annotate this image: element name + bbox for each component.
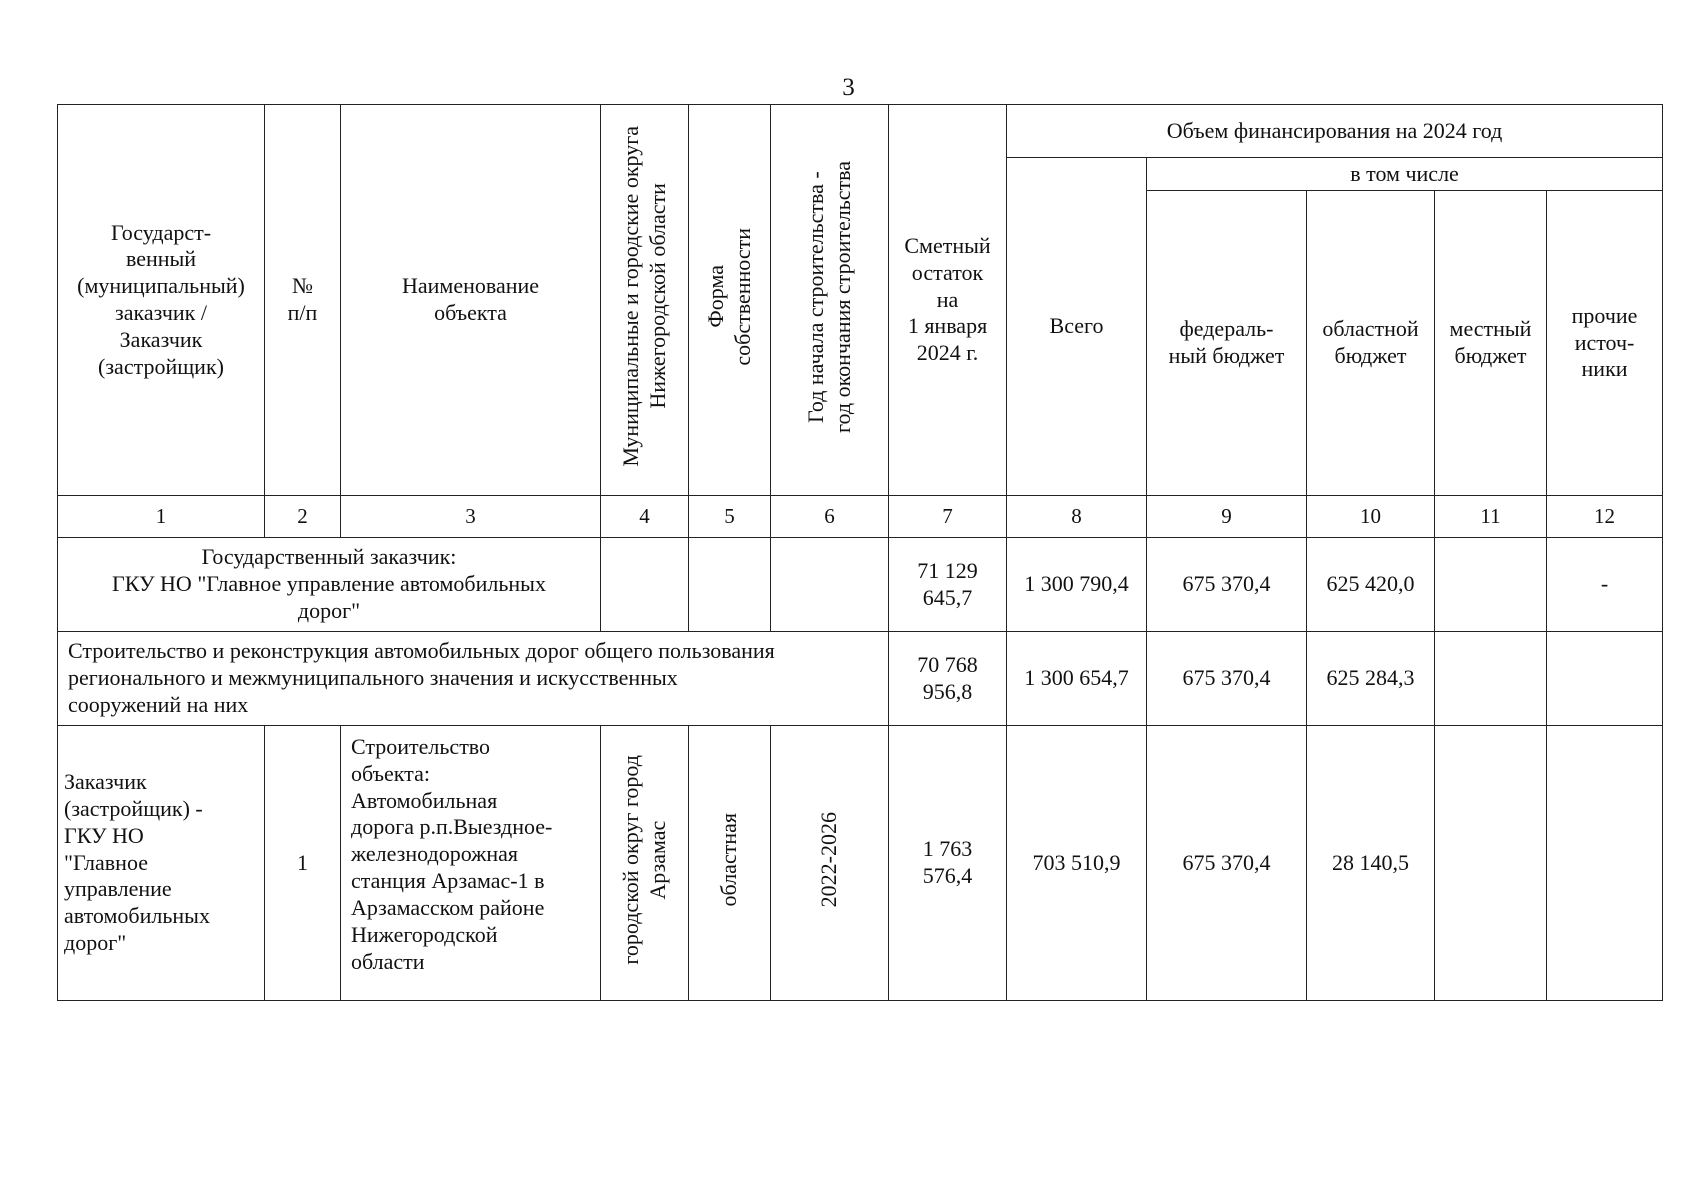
object-years-cell: [771, 726, 889, 1001]
customer-label: Государственный заказчик: ГКУ НО "Главное управление автомобильных дорог": [58, 538, 601, 632]
customer-local: [1435, 538, 1547, 632]
object-regional: 28 140,5: [1307, 726, 1435, 1001]
section-label: Строительство и реконструкция автомобильных дорог общего пользования регионального и межмуниципального значения и искусственных сооружений на них: [58, 632, 889, 726]
column-number: 11: [1435, 496, 1547, 538]
header-including: в том числе: [1147, 158, 1663, 191]
header-other: прочие источ- ники: [1547, 191, 1663, 496]
header-number: № п/п: [265, 105, 341, 496]
column-number: 5: [689, 496, 771, 538]
column-number: 3: [341, 496, 601, 538]
customer-regional: 625 420,0: [1307, 538, 1435, 632]
empty-cell: [689, 538, 771, 632]
header-customer: Государст- венный (муниципальный) заказчик / Заказчик (застройщик): [58, 105, 265, 496]
section-other: [1547, 632, 1663, 726]
section-total: 1 300 654,7: [1007, 632, 1147, 726]
object-customer: Заказчик (застройщик) - ГКУ НО "Главное управление автомобильных дорог": [58, 726, 265, 1001]
customer-total: 1 300 790,4: [1007, 538, 1147, 632]
column-number: 9: [1147, 496, 1307, 538]
object-ownership: областная: [716, 812, 742, 907]
object-federal: 675 370,4: [1147, 726, 1307, 1001]
column-number: 12: [1547, 496, 1663, 538]
column-number: 10: [1307, 496, 1435, 538]
customer-row: [58, 538, 1663, 632]
header-federal: федераль- ный бюджет: [1147, 191, 1307, 496]
section-estimated-balance: 70 768 956,8: [889, 632, 1007, 726]
column-number: 6: [771, 496, 889, 538]
financing-table: [57, 104, 1663, 1001]
object-row: [58, 726, 1663, 1001]
object-total: 703 510,9: [1007, 726, 1147, 1001]
object-ownership-cell: [689, 726, 771, 1001]
header-municipality: Муниципальные и городские округа Нижегородской области: [617, 126, 670, 467]
object-number: 1: [265, 726, 341, 1001]
object-years: 2022-2026: [816, 811, 842, 908]
header-years: Год начала строительства - год окончания строительства: [802, 160, 855, 433]
header-local: местный бюджет: [1435, 191, 1547, 496]
column-number: 2: [265, 496, 341, 538]
empty-cell: [601, 538, 689, 632]
header-total: Всего: [1007, 158, 1147, 496]
object-other: [1547, 726, 1663, 1001]
header-object-name: Наименование объекта: [341, 105, 601, 496]
object-local: [1435, 726, 1547, 1001]
section-row: [58, 632, 1663, 726]
header-regional: областной бюджет: [1307, 191, 1435, 496]
customer-estimated-balance: 71 129 645,7: [889, 538, 1007, 632]
object-name: Строительство объекта: Автомобильная дорога р.п.Выездное- железнодорожная станция Арзамас-1 в Арзамасском районе Нижегородской области: [341, 726, 601, 1001]
section-federal: 675 370,4: [1147, 632, 1307, 726]
column-number: 7: [889, 496, 1007, 538]
customer-federal: 675 370,4: [1147, 538, 1307, 632]
object-estimated-balance: 1 763 576,4: [889, 726, 1007, 1001]
header-ownership-cell: [689, 105, 771, 496]
header-municipality-cell: [601, 105, 689, 496]
header-years-cell: [771, 105, 889, 496]
column-number: 1: [58, 496, 265, 538]
column-number: 4: [601, 496, 689, 538]
column-numbers-row: [58, 496, 1663, 538]
section-local: [1435, 632, 1547, 726]
customer-other: -: [1547, 538, 1663, 632]
page-number: 3: [842, 74, 855, 101]
header-ownership: Форма собственности: [702, 227, 755, 366]
header-row-top: [58, 105, 1663, 158]
column-number: 8: [1007, 496, 1147, 538]
object-municipality: городской округ город Арзамас: [617, 754, 670, 965]
header-estimated-balance: Сметный остаток на 1 января 2024 г.: [889, 105, 1007, 496]
section-regional: 625 284,3: [1307, 632, 1435, 726]
object-municipality-cell: [601, 726, 689, 1001]
empty-cell: [771, 538, 889, 632]
header-funding-group: Объем финансирования на 2024 год: [1007, 105, 1663, 158]
